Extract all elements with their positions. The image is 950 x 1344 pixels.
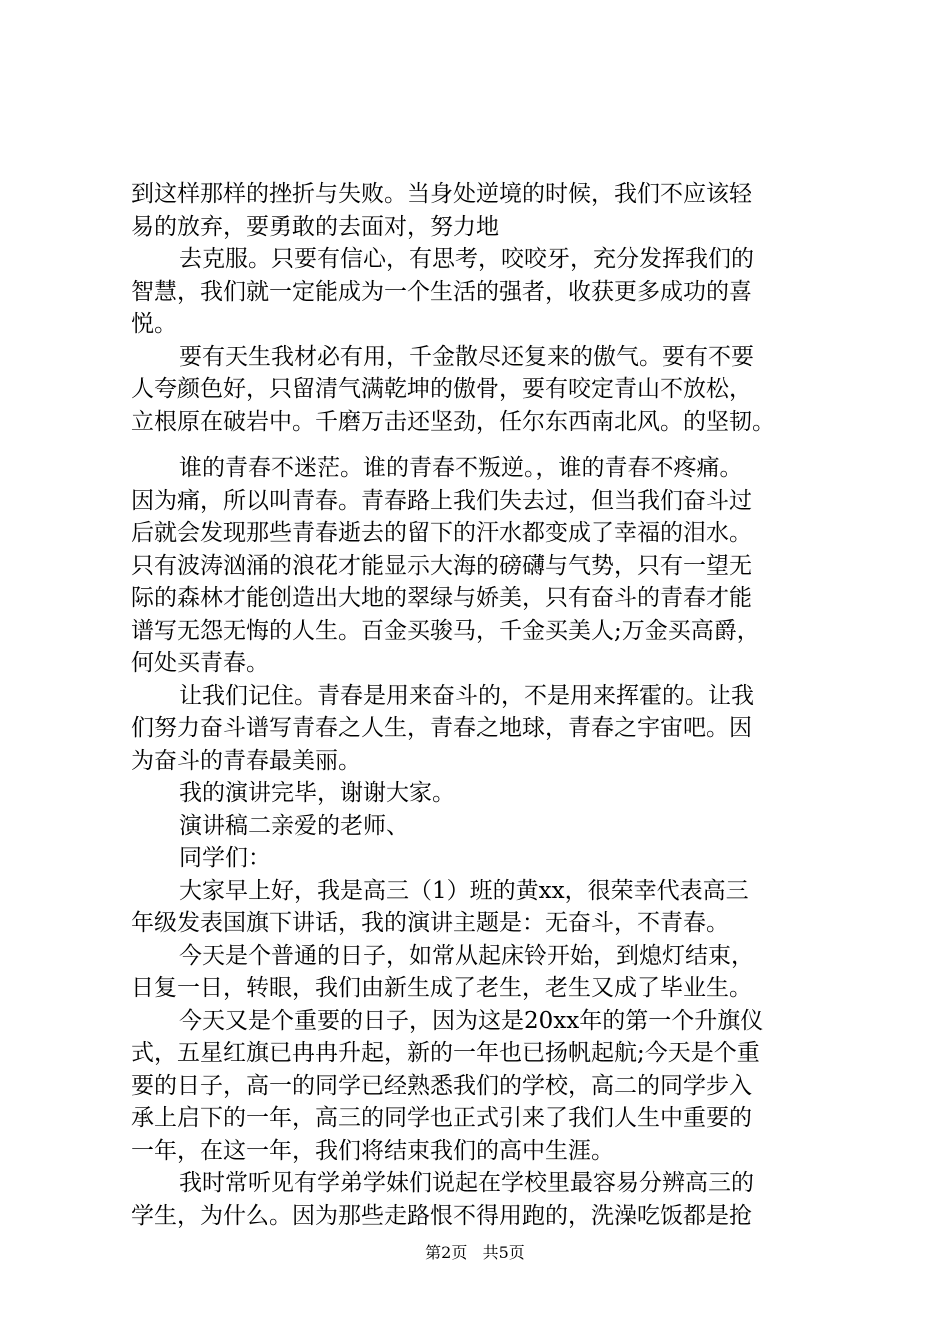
text-line: 承上启下的一年，高三的同学也正式引来了我们人生中重要的 (131, 1105, 752, 1131)
text-line: 让我们记住。青春是用来奋斗的，不是用来挥霍的。让我 (179, 682, 754, 709)
text-line: 谱写无怨无悔的人生。百金买骏马，千金买美人;万金买高爵， (131, 617, 760, 644)
text-line: 谁的青春不迷茫。谁的青春不叛逆。，谁的青春不疼痛。 (179, 455, 743, 481)
text-line: 式，五星红旗已冉冉升起，新的一年也已扬帆起航;今天是个重 (131, 1040, 760, 1066)
text-line: 大家早上好，我是高三（1）班的黄xx，很荣幸代表高三 (179, 877, 749, 904)
text-line: 演讲稿二亲爱的老师、 (179, 812, 409, 839)
text-line: 学生，为什么。因为那些走路恨不得用跑的，洗澡吃饭都是抢 (131, 1202, 752, 1229)
text-line: 因为痛，所以叫青春。青春路上我们失去过，但当我们奋斗过 (131, 487, 752, 514)
page-footer (0, 1240, 950, 1263)
text-line: 我时常听见有学弟学妹们说起在学校里最容易分辨高三的 (179, 1170, 754, 1196)
text-line: 立根原在破岩中。千磨万击还坚劲，任尔东西南北风。的坚韧。 (131, 408, 775, 435)
text-line: 今天是个普通的日子，如常从起床铃开始，到熄灯结束， (179, 942, 754, 969)
text-line: 智慧，我们就一定能成为一个生活的强者，收获更多成功的喜 (131, 278, 752, 305)
text-line: 今天又是个重要的日子，因为这是20xx年的第一个升旗仪 (179, 1007, 764, 1034)
page-total: 共5页 (482, 1243, 525, 1262)
text-line: 一年，在这一年，我们将结束我们的高中生涯。 (131, 1137, 614, 1164)
text-line: 年级发表国旗下讲话，我的演讲主题是：无奋斗，不青春。 (131, 910, 729, 936)
body-text (131, 178, 851, 1232)
text-line: 我的演讲完毕，谢谢大家。 (179, 780, 455, 806)
text-line: 要的日子，高一的同学已经熟悉我们的学校，高二的同学步入 (131, 1072, 752, 1099)
text-line: 际的森林才能创造出大地的翠绿与娇美，只有奋斗的青春才能 (131, 585, 752, 611)
text-line: 要有天生我材必有用，千金散尽还复来的傲气。要有不要 (179, 343, 754, 370)
text-line: 到这样那样的挫折与失败。当身处逆境的时候，我们不应该轻 (131, 181, 752, 207)
page-number: 第2页 (425, 1243, 468, 1262)
text-line: 易的放弃，要勇敢的去面对，努力地 (131, 213, 499, 240)
text-line: 同学们： (179, 845, 271, 871)
text-line: 人夸颜色好，只留清气满乾坤的傲骨，要有咬定青山不放松， (131, 376, 752, 402)
text-line: 何处买青春。 (131, 650, 269, 676)
text-line: 悦。 (131, 311, 177, 337)
text-line: 后就会发现那些青春逝去的留下的汗水都变成了幸福的泪水。 (131, 520, 752, 546)
text-line: 为奋斗的青春最美丽。 (131, 747, 361, 774)
text-line: 去克服。只要有信心，有思考，咬咬牙，充分发挥我们的 (179, 246, 754, 272)
text-line: 日复一日，转眼，我们由新生成了老生，老生又成了毕业生。 (131, 975, 752, 1001)
text-line: 只有波涛汹涌的浪花才能显示大海的磅礴与气势，只有一望无 (131, 552, 752, 579)
text-line: 们努力奋斗谱写青春之人生，青春之地球，青春之宇宙吧。因 (131, 715, 752, 741)
